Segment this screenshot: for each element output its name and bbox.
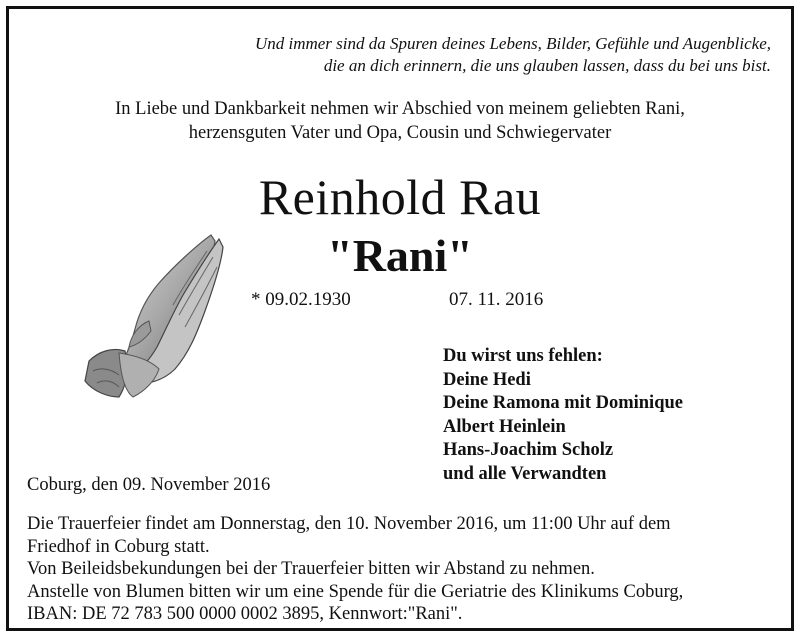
praying-hands-icon	[79, 221, 229, 401]
mourner-line: Du wirst uns fehlen:	[443, 346, 603, 366]
motto-line: die an dich erinnern, die uns glauben lassen, dass du bei uns bist.	[323, 56, 771, 75]
notes-line: Friedhof in Coburg statt.	[27, 536, 210, 557]
obituary-card	[6, 6, 794, 631]
birth-date: * 09.02.1930	[251, 289, 351, 310]
mourner-line: Deine Hedi	[443, 369, 531, 390]
death-date: 07. 11. 2016	[449, 289, 544, 310]
mourner-line: Hans-Joachim Scholz	[443, 440, 614, 460]
motto-quote	[131, 33, 771, 77]
mourner-line: und alle Verwandten	[443, 463, 607, 484]
mourner-line: Deine Ramona mit Dominique	[443, 393, 683, 413]
motto-line: Und immer sind da Spuren deines Lebens, Bilder, Gefühle und Augenblicke,	[254, 34, 771, 53]
funeral-notes	[27, 513, 767, 626]
place-date: Coburg, den 09. November 2016	[27, 475, 271, 495]
notes-line: Anstelle von Blumen bitten wir um eine Spende für die Geriatrie des Klinikums Coburg,	[27, 581, 684, 602]
intro-line: herzensguten Vater und Opa, Cousin und Schwiegervater	[188, 123, 612, 143]
deceased-name: Reinhold Rau	[258, 169, 542, 225]
mourner-line: Albert Heinlein	[443, 416, 566, 437]
deceased-nickname: "Rani"	[327, 230, 473, 281]
notes-line: Die Trauerfeier findet am Donnerstag, den 10. November 2016, um 11:00 Uhr auf dem	[27, 514, 671, 534]
intro-line: In Liebe und Dankbarkeit nehmen wir Abschied von meinem geliebten Rani,	[115, 99, 685, 119]
mourners-list	[443, 345, 683, 486]
notes-line: Von Beileidsbekundungen bei der Trauerfeier bitten wir Abstand zu nehmen.	[27, 559, 595, 579]
intro-text	[9, 97, 791, 145]
notes-line: IBAN: DE 72 783 500 0000 0002 3895, Kennwort:"Rani".	[27, 604, 463, 624]
